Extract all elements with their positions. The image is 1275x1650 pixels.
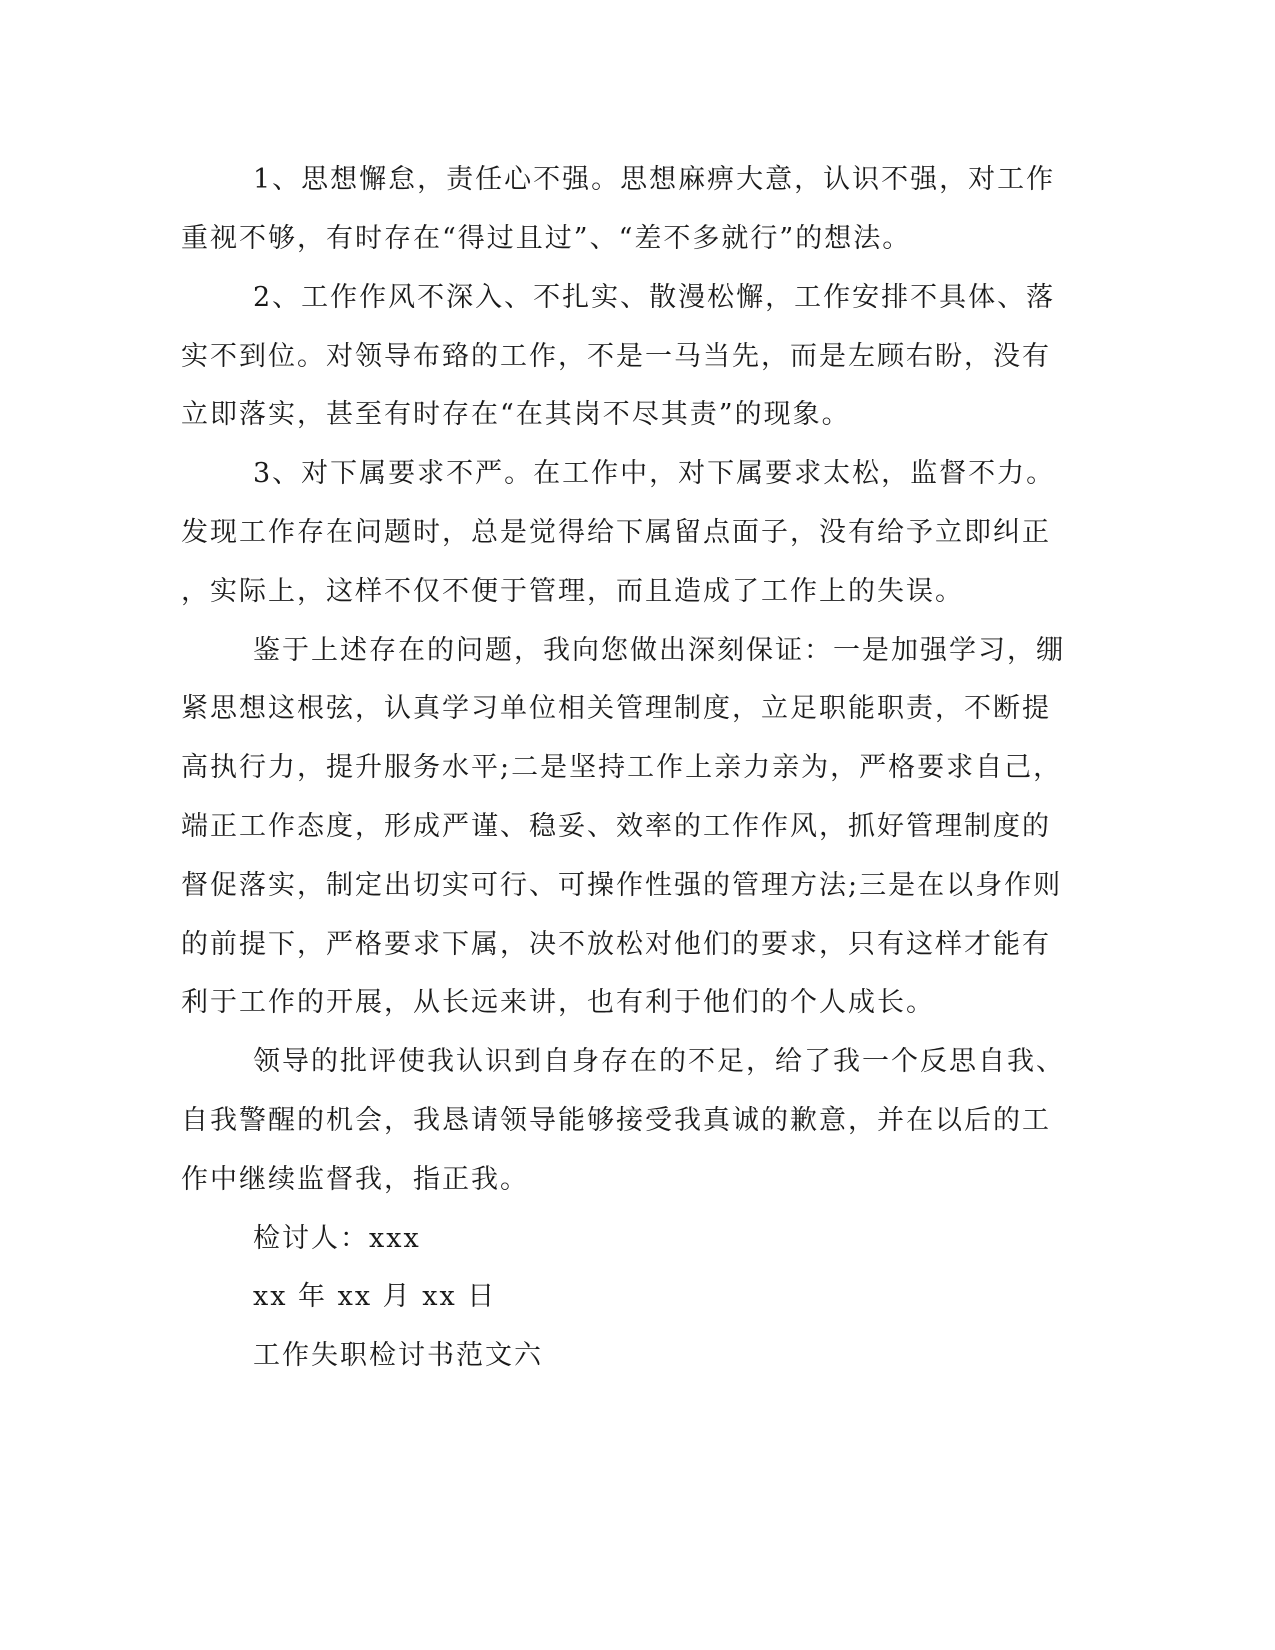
paragraph-1-line-1: 1、思想懈怠，责任心不强。思想麻痹大意，认识不强，对工作 — [253, 164, 1056, 195]
paragraph-2-line-1: 2、工作作风不深入、不扎实、散漫松懈，工作安排不具体、落 — [253, 282, 1056, 313]
paragraph-4-line-7: 利于工作的开展，从长远来讲，也有利于他们的个人成长。 — [181, 987, 935, 1018]
paragraph-5-line-3: 作中继续监督我，指正我。 — [181, 1164, 529, 1195]
date-line: xx 年 xx 月 xx 日 — [253, 1281, 497, 1312]
paragraph-1-line-2: 重视不够，有时存在“得过且过”、“差不多就行”的想法。 — [181, 223, 912, 254]
paragraph-4-line-2: 紧思想这根弦，认真学习单位相关管理制度，立足职能职责，不断提 — [181, 693, 1051, 724]
paragraph-4-line-3: 高执行力，提升服务水平;二是坚持工作上亲力亲为，严格要求自己， — [181, 752, 1063, 783]
paragraph-3-line-3: ，实际上，这样不仅不便于管理，而且造成了工作上的失误。 — [181, 576, 964, 607]
paragraph-4-line-5: 督促落实，制定出切实可行、可操作性强的管理方法;三是在以身作则 — [181, 870, 1063, 901]
paragraph-5-line-2: 自我警醒的机会，我恳请领导能够接受我真诚的歉意，并在以后的工 — [181, 1105, 1051, 1136]
paragraph-3-line-1: 3、对下属要求不严。在工作中，对下属要求太松，监督不力。 — [253, 458, 1056, 489]
next-heading: 工作失职检讨书范文六 — [253, 1340, 543, 1371]
paragraph-2-line-2: 实不到位。对领导布臵的工作，不是一马当先，而是左顾右盼，没有 — [181, 341, 1051, 372]
paragraph-4-line-1: 鉴于上述存在的问题，我向您做出深刻保证：一是加强学习，绷 — [253, 635, 1065, 666]
paragraph-3-line-2: 发现工作存在问题时，总是觉得给下属留点面子，没有给予立即纠正 — [181, 517, 1051, 548]
paragraph-5-line-1: 领导的批评使我认识到自身存在的不足，给了我一个反思自我、 — [253, 1046, 1065, 1077]
signature-line: 检讨人：xxx — [253, 1223, 421, 1254]
paragraph-2-line-3: 立即落实，甚至有时存在“在其岗不尽其责”的现象。 — [181, 399, 851, 430]
paragraph-4-line-4: 端正工作态度，形成严谨、稳妥、效率的工作作风，抓好管理制度的 — [181, 811, 1051, 842]
paragraph-4-line-6: 的前提下，严格要求下属，决不放松对他们的要求，只有这样才能有 — [181, 929, 1051, 960]
